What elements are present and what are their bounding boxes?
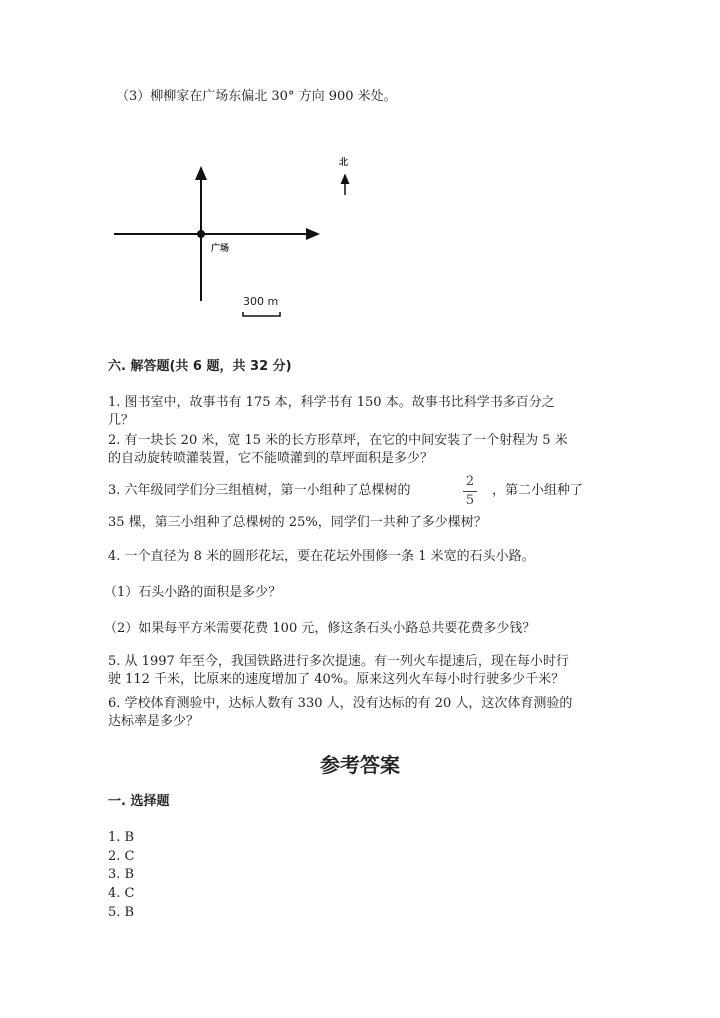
north-label: 北	[339, 158, 349, 168]
question-1-line1: 1. 图书室中，故事书有 175 本，科学书有 150 本。故事书比科学书多百分之	[108, 395, 555, 410]
question-6-line2: 达标率是多少？	[108, 714, 200, 729]
answer-item: 5. B	[108, 905, 135, 920]
question-5-line1: 5. 从 1997 年至今，我国铁路进行多次提速。有一列火车提速后，现在每小时行	[108, 654, 569, 669]
fraction-two-fifths	[463, 474, 477, 509]
answer-item: 3. B	[108, 867, 135, 882]
plaza-label: 广场	[211, 244, 230, 254]
answer-item: 1. B	[108, 830, 135, 845]
direction-diagram	[0, 0, 720, 340]
question-5-line2: 驶 112 千米，比原来的速度增加了 40%。原来这列火车每小时行驶多少千米？	[108, 672, 565, 687]
plaza-point	[197, 230, 205, 238]
question-4-part1: （1）石头小路的面积是多少？	[104, 585, 282, 600]
answer-item: 4. C	[108, 886, 135, 901]
fraction-numerator: 2	[465, 474, 475, 489]
question-3-line1b: ，第二小组种了	[492, 483, 584, 498]
question-4-part2: （2）如果每平方米需要花费 100 元，修这条石头小路总共要花费多少钱？	[104, 621, 536, 636]
intro-line: （3）柳柳家在广场东偏北 30° 方向 900 米处。	[116, 89, 397, 104]
question-3-line2: 35 棵，第三小组种了总棵树的 25%，同学们一共种了多少棵树？	[108, 515, 487, 530]
question-2-line1: 2. 有一块长 20 米，宽 15 米的长方形草坪，在它的中间安装了一个射程为 5 米	[108, 433, 568, 448]
question-4: 4. 一个直径为 8 米的圆形花坛，要在花坛外围修一条 1 米宽的石头小路。	[108, 549, 535, 564]
scale-bar	[243, 312, 280, 316]
question-3-line1a: 3. 六年级同学们分三组植树，第一小组种了总棵树的	[108, 483, 411, 498]
question-2-line2: 的自动旋转喷灌装置，它不能喷灌到的草坪面积是多少？	[108, 451, 434, 466]
scale-label: 300 m	[243, 295, 279, 308]
answers-title: 参考答案	[320, 753, 400, 777]
answers-section-1: 一. 选择题	[108, 794, 170, 809]
question-6-line1: 6. 学校体育测验中，达标人数有 330 人，没有达标的有 20 人，这次体育测验的	[108, 696, 573, 711]
question-1-line2: 几？	[108, 413, 135, 428]
answer-item: 2. C	[108, 849, 135, 864]
section-heading: 六. 解答题(共 6 题，共 32 分)	[108, 359, 292, 374]
fraction-denominator: 5	[465, 493, 475, 508]
